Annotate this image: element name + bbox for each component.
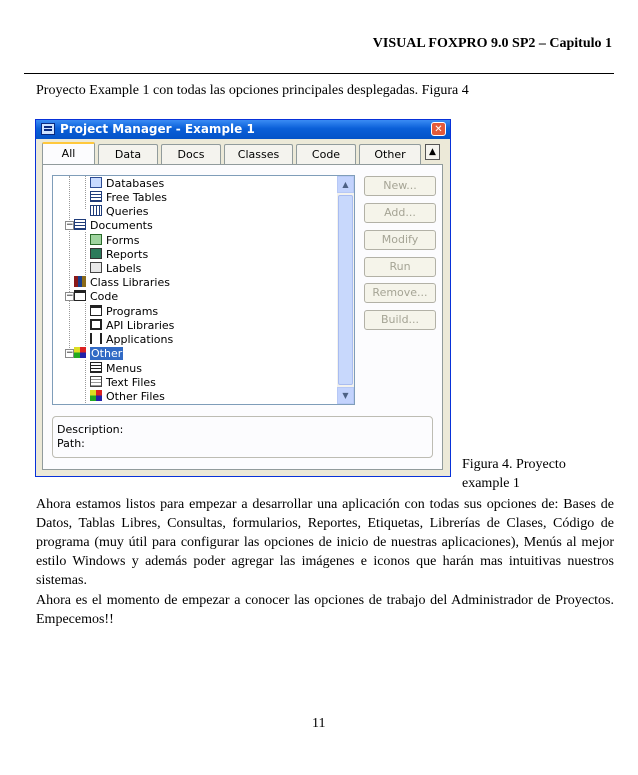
header-rule [24,73,614,74]
project-tree[interactable] [52,175,355,405]
label-icon [90,262,102,273]
figure-caption-line1: Figura 4. Proyecto [462,457,566,472]
tree-item-label: API Libraries [106,319,175,332]
code-icon [74,290,86,301]
query-icon [90,205,102,216]
program-icon [90,305,102,316]
menu-icon [90,362,102,373]
tree-item-free-tables[interactable] [90,191,167,205]
tab-classes[interactable]: Classes [224,144,293,164]
tree-item-forms[interactable] [90,234,139,248]
description-label: Description: [57,423,124,436]
tab-other[interactable]: Other [359,144,421,164]
tree-item-other[interactable] [74,347,123,361]
api-library-icon [90,319,102,330]
figure-caption [462,455,602,493]
run-button[interactable]: Run [364,257,436,277]
tree-connector [85,303,86,350]
expand-documents-toggle[interactable]: − [66,220,74,230]
close-button[interactable]: ✕ [431,122,446,136]
scroll-down-button[interactable]: ▼ [337,387,354,404]
tree-connector [85,176,86,209]
scroll-up-button[interactable]: ▲ [337,176,354,193]
tree-item-label: Forms [106,234,140,247]
page-number: 11 [312,716,326,731]
tab-scroll-button[interactable]: ▲ [425,144,440,160]
body-paragraph-2: Ahora es el momento de empezar a conocer las opciones de trabajo del Administrador de Proyectos. Empecemos!! [36,593,614,627]
tree-item-label: Databases [106,177,165,190]
tree-item-label: Code [90,290,119,303]
table-icon [90,191,102,202]
tab-docs[interactable]: Docs [161,144,221,164]
tab-data[interactable]: Data [98,144,158,164]
other-icon [74,347,86,358]
tree-item-other-files[interactable] [90,390,165,404]
project-manager-window [35,119,451,477]
tree-item-text-files[interactable] [90,376,156,390]
figure-caption-line2: example 1 [462,476,520,491]
tree-item-code[interactable] [74,290,118,304]
tree-item-label: Free Tables [106,191,168,204]
tree-item-label: Reports [106,248,149,261]
report-icon [90,248,102,259]
tree-item-label: Queries [106,205,149,218]
remove-button[interactable]: Remove... [364,283,436,303]
tree-connector [69,176,70,350]
chapter-header: VISUAL FOXPRO 9.0 SP2 – Capitulo 1 [372,36,612,51]
class-library-icon [74,276,86,287]
tree-item-label: Applications [106,333,174,346]
body-paragraph-1: Ahora estamos listos para empezar a desarrollar una aplicación con todas sus opciones de: Bases de Datos, Tablas Libres, Consultas, formularios, Reportes, Etiquetas, Librerías de Clases, Código de programa (muy útil para configurar las opciones de inicio de nuestras aplicaciones), Menús al mejor estilo Windows y además poder agregar las imágenes e iconos que harán mas intuitivas nuestros sistemas. [36,497,614,588]
tree-item-label: Programs [106,305,159,318]
path-label: Path: [57,437,85,450]
tree-item-labels[interactable] [90,262,141,276]
text-file-icon [90,376,102,387]
other-files-icon [90,390,102,401]
scroll-thumb[interactable] [338,195,353,385]
documents-icon [74,219,86,230]
tree-item-queries[interactable] [90,205,148,219]
tree-connector [85,232,86,279]
tree-item-api-libraries[interactable] [90,319,174,333]
tree-item-databases[interactable] [90,177,164,191]
project-icon [41,123,55,135]
tree-item-programs[interactable] [90,305,158,319]
tree-item-class-libraries[interactable] [74,276,170,290]
tree-item-label: Menus [106,362,142,375]
tree-item-label: Other [91,347,123,360]
expand-other-toggle[interactable]: − [66,348,74,358]
tree-item-label: Labels [106,262,142,275]
tab-panel-all [42,164,443,470]
tree-item-reports[interactable] [90,248,148,262]
tree-item-applications[interactable] [90,333,173,347]
tab-code[interactable]: Code [296,144,356,164]
tree-item-label: Class Libraries [90,276,170,289]
build-button[interactable]: Build... [364,310,436,330]
tree-item-label: Documents [90,219,153,232]
figure-intro-caption: Proyecto Example 1 con todas las opciones principales desplegadas. Figura 4 [36,83,469,98]
database-icon [90,177,102,188]
form-icon [90,234,102,245]
tab-all[interactable]: All [42,142,95,165]
description-box [52,416,433,458]
modify-button[interactable]: Modify [364,230,436,250]
tree-item-documents[interactable] [74,219,153,233]
tree-connector [85,360,86,405]
add-button[interactable]: Add... [364,203,436,223]
window-title: Project Manager - Example 1 [60,122,255,136]
expand-code-toggle[interactable]: − [66,291,74,301]
tree-item-label: Text Files [106,376,156,389]
tree-item-label: Other Files [106,390,165,403]
tree-item-menus[interactable] [90,362,142,376]
application-icon [90,333,102,344]
tree-scrollbar[interactable] [337,176,354,404]
new-button[interactable]: New... [364,176,436,196]
window-titlebar[interactable] [36,120,450,139]
